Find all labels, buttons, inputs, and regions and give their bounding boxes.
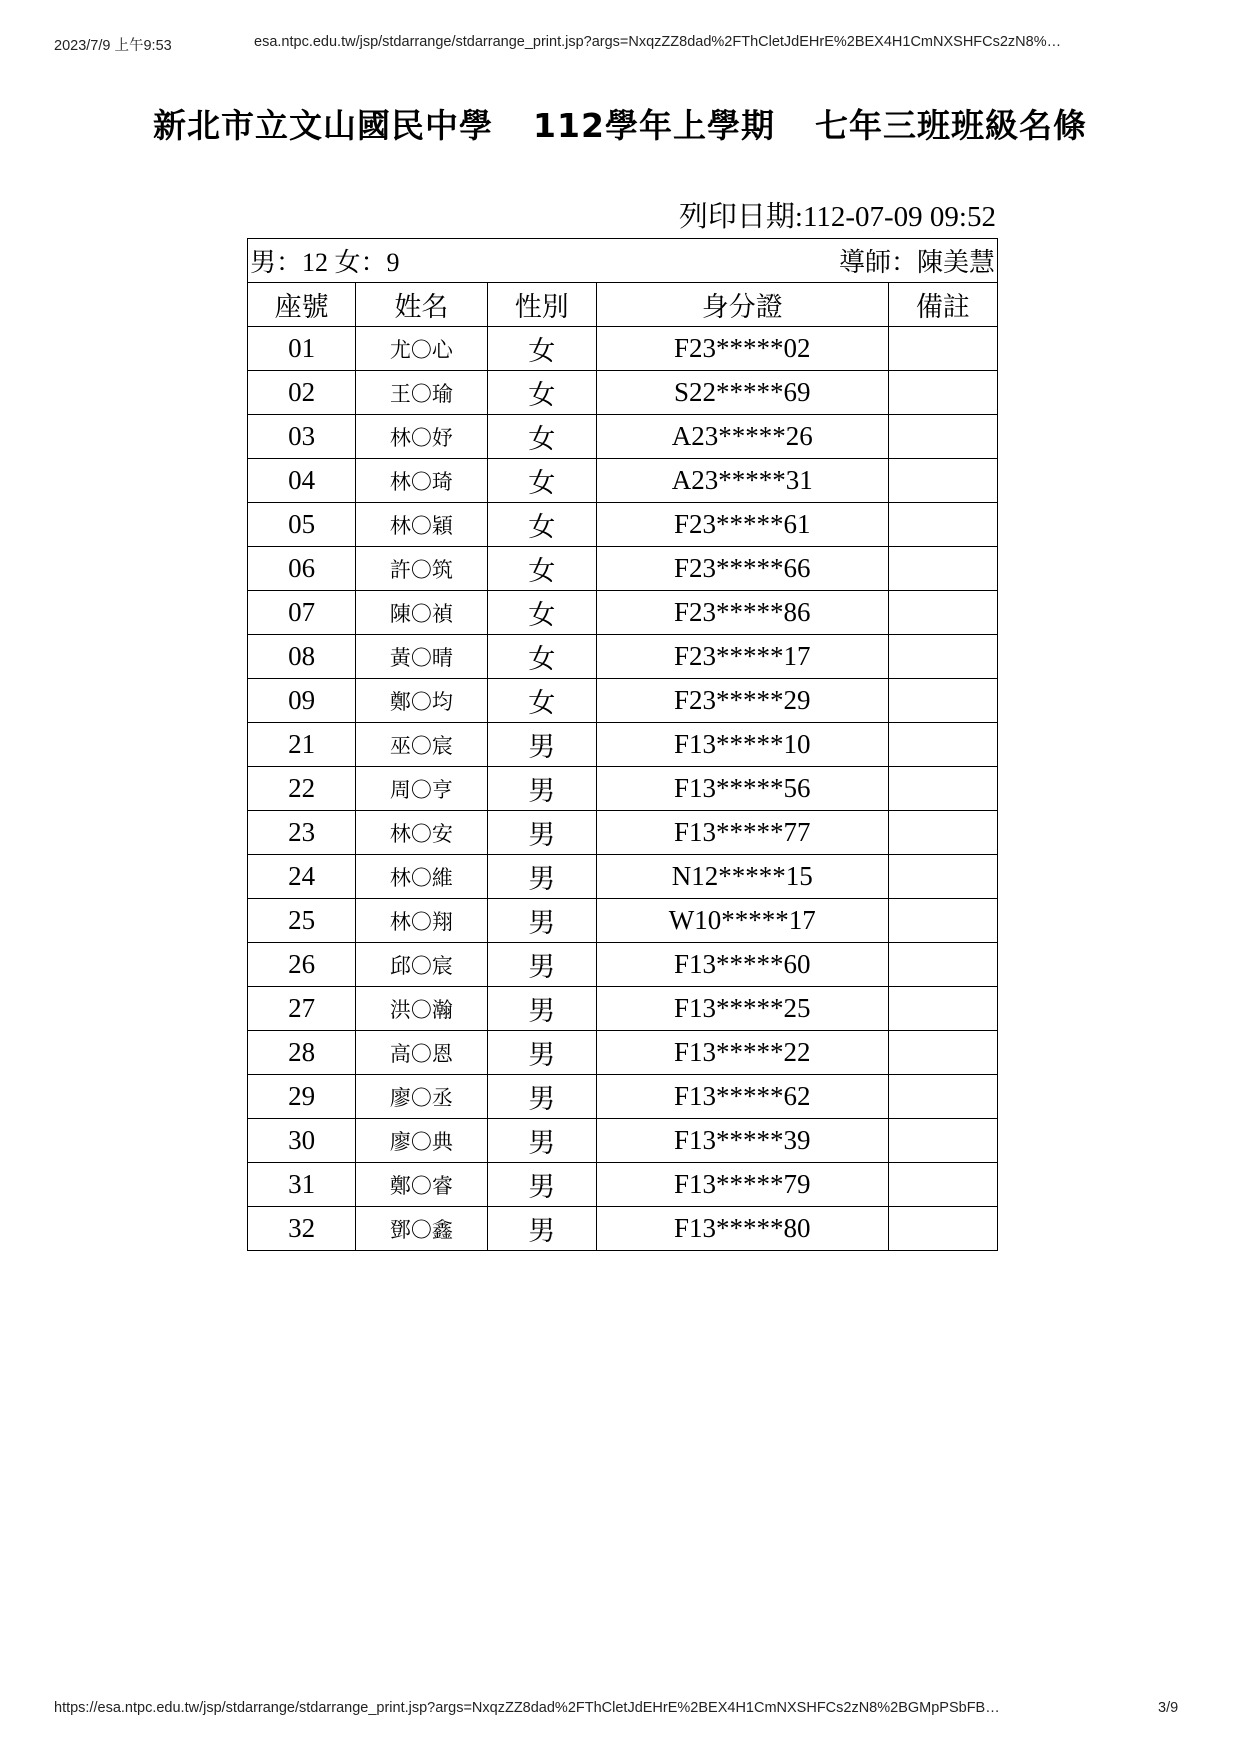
student-note — [888, 371, 997, 415]
seat-number: 02 — [248, 371, 356, 415]
seat-number: 30 — [248, 1119, 356, 1163]
student-name: 林〇琦 — [356, 459, 487, 503]
student-note — [888, 635, 997, 679]
student-gender: 男 — [487, 811, 596, 855]
table-row — [248, 1119, 998, 1163]
seat-number: 01 — [248, 327, 356, 371]
student-name: 邱〇宸 — [356, 943, 487, 987]
student-name: 鄭〇睿 — [356, 1163, 487, 1207]
student-gender: 男 — [487, 987, 596, 1031]
student-gender: 男 — [487, 855, 596, 899]
term-year: 112 — [533, 106, 605, 145]
column-header-name: 姓名 — [356, 283, 487, 327]
student-note — [888, 1163, 997, 1207]
student-name: 林〇維 — [356, 855, 487, 899]
student-id: F23*****66 — [596, 547, 888, 591]
term-label: 學年上學期 — [604, 106, 775, 145]
student-gender: 男 — [487, 1207, 596, 1251]
table-row — [248, 503, 998, 547]
student-id: A23*****31 — [596, 459, 888, 503]
seat-number: 29 — [248, 1075, 356, 1119]
student-note — [888, 1119, 997, 1163]
student-name: 陳〇禎 — [356, 591, 487, 635]
student-gender: 男 — [487, 723, 596, 767]
student-note — [888, 811, 997, 855]
student-note — [888, 855, 997, 899]
student-id: F23*****86 — [596, 591, 888, 635]
seat-number: 28 — [248, 1031, 356, 1075]
student-gender: 男 — [487, 1119, 596, 1163]
student-gender: 男 — [487, 1075, 596, 1119]
print-footer-page-number: 3/9 — [1158, 1700, 1179, 1716]
seat-number: 23 — [248, 811, 356, 855]
student-id: W10*****17 — [596, 899, 888, 943]
seat-number: 21 — [248, 723, 356, 767]
summary-row — [248, 239, 998, 283]
student-name: 周〇亨 — [356, 767, 487, 811]
student-id: S22*****69 — [596, 371, 888, 415]
student-name: 廖〇典 — [356, 1119, 487, 1163]
student-note — [888, 1075, 997, 1119]
student-id: F13*****22 — [596, 1031, 888, 1075]
student-name: 尤〇心 — [356, 327, 487, 371]
seat-number: 31 — [248, 1163, 356, 1207]
seat-number: 07 — [248, 591, 356, 635]
student-name: 廖〇丞 — [356, 1075, 487, 1119]
student-id: F13*****10 — [596, 723, 888, 767]
student-id: F13*****60 — [596, 943, 888, 987]
student-note — [888, 723, 997, 767]
student-id: F13*****77 — [596, 811, 888, 855]
student-id: F13*****62 — [596, 1075, 888, 1119]
student-name: 林〇翔 — [356, 899, 487, 943]
student-note — [888, 1207, 997, 1251]
table-row — [248, 767, 998, 811]
print-footer-url: https://esa.ntpc.edu.tw/jsp/stdarrange/stdarrange_print.jsp?args=NxqzZZ8dad%2FThCletJdEHrE%2BEX4H1CmNXSHFCs2zN8%2BGMpPSbFB… — [54, 1700, 1000, 1716]
print-date: 列印日期:112-07-09 09:52 — [678, 201, 996, 233]
table-row — [248, 327, 998, 371]
student-gender: 女 — [487, 327, 596, 371]
table-row — [248, 723, 998, 767]
student-id: F23*****02 — [596, 327, 888, 371]
student-note — [888, 327, 997, 371]
student-name: 林〇妤 — [356, 415, 487, 459]
student-gender: 女 — [487, 459, 596, 503]
roster-body — [248, 327, 998, 1251]
student-id: F13*****39 — [596, 1119, 888, 1163]
student-name: 鄭〇均 — [356, 679, 487, 723]
seat-number: 25 — [248, 899, 356, 943]
student-gender: 女 — [487, 635, 596, 679]
column-header-seat: 座號 — [248, 283, 356, 327]
seat-number: 24 — [248, 855, 356, 899]
table-row — [248, 679, 998, 723]
table-row — [248, 1075, 998, 1119]
student-id: A23*****26 — [596, 415, 888, 459]
student-name: 許〇筑 — [356, 547, 487, 591]
table-row — [248, 1163, 998, 1207]
student-gender: 女 — [487, 503, 596, 547]
student-note — [888, 547, 997, 591]
student-name: 林〇安 — [356, 811, 487, 855]
student-name: 黃〇晴 — [356, 635, 487, 679]
student-gender: 男 — [487, 1163, 596, 1207]
student-gender: 女 — [487, 371, 596, 415]
student-note — [888, 503, 997, 547]
table-row — [248, 591, 998, 635]
gender-counts: 男：12 女：9 — [250, 248, 400, 277]
student-note — [888, 767, 997, 811]
table-row — [248, 1031, 998, 1075]
school-name: 新北市立文山國民中學 — [153, 106, 494, 145]
column-header-row — [248, 283, 998, 327]
student-note — [888, 591, 997, 635]
seat-number: 22 — [248, 767, 356, 811]
table-row — [248, 811, 998, 855]
student-gender: 男 — [487, 767, 596, 811]
student-gender: 女 — [487, 547, 596, 591]
student-id: F13*****79 — [596, 1163, 888, 1207]
table-row — [248, 371, 998, 415]
table-row — [248, 987, 998, 1031]
student-note — [888, 987, 997, 1031]
homeroom-teacher: 導師：陳美慧 — [838, 248, 995, 278]
column-header-id: 身分證 — [596, 283, 888, 327]
student-gender: 男 — [487, 1031, 596, 1075]
student-name: 鄧〇鑫 — [356, 1207, 487, 1251]
summary-cell — [248, 239, 998, 283]
table-row — [248, 1207, 998, 1251]
student-id: F13*****80 — [596, 1207, 888, 1251]
student-gender: 女 — [487, 415, 596, 459]
student-note — [888, 1031, 997, 1075]
student-id: N12*****15 — [596, 855, 888, 899]
column-header-note: 備註 — [888, 283, 997, 327]
table-row — [248, 943, 998, 987]
student-note — [888, 459, 997, 503]
student-gender: 男 — [487, 943, 596, 987]
list-name: 七年三班班級名條 — [814, 106, 1087, 145]
seat-number: 09 — [248, 679, 356, 723]
student-name: 巫〇宸 — [356, 723, 487, 767]
seat-number: 32 — [248, 1207, 356, 1251]
student-name: 王〇瑜 — [356, 371, 487, 415]
student-note — [888, 415, 997, 459]
student-id: F23*****17 — [596, 635, 888, 679]
student-name: 高〇恩 — [356, 1031, 487, 1075]
print-header-datetime: 2023/7/9 上午9:53 — [54, 38, 172, 54]
table-row — [248, 899, 998, 943]
table-row — [248, 635, 998, 679]
seat-number: 06 — [248, 547, 356, 591]
seat-number: 27 — [248, 987, 356, 1031]
class-roster-table — [247, 238, 998, 1251]
column-header-gender: 性別 — [487, 283, 596, 327]
student-gender: 男 — [487, 899, 596, 943]
seat-number: 04 — [248, 459, 356, 503]
page-title — [0, 100, 1240, 147]
student-id: F23*****61 — [596, 503, 888, 547]
print-header-url: esa.ntpc.edu.tw/jsp/stdarrange/stdarrange_print.jsp?args=NxqzZZ8dad%2FThCletJdEHrE%2BEX4H1CmNXSHFCs2zN8%… — [254, 34, 1062, 50]
table-row — [248, 855, 998, 899]
student-name: 林〇穎 — [356, 503, 487, 547]
table-row — [248, 547, 998, 591]
table-row — [248, 415, 998, 459]
student-name: 洪〇瀚 — [356, 987, 487, 1031]
student-id: F13*****56 — [596, 767, 888, 811]
seat-number: 08 — [248, 635, 356, 679]
seat-number: 26 — [248, 943, 356, 987]
student-note — [888, 943, 997, 987]
student-note — [888, 679, 997, 723]
student-gender: 女 — [487, 591, 596, 635]
student-id: F13*****25 — [596, 987, 888, 1031]
student-gender: 女 — [487, 679, 596, 723]
student-note — [888, 899, 997, 943]
seat-number: 03 — [248, 415, 356, 459]
seat-number: 05 — [248, 503, 356, 547]
student-id: F23*****29 — [596, 679, 888, 723]
table-row — [248, 459, 998, 503]
